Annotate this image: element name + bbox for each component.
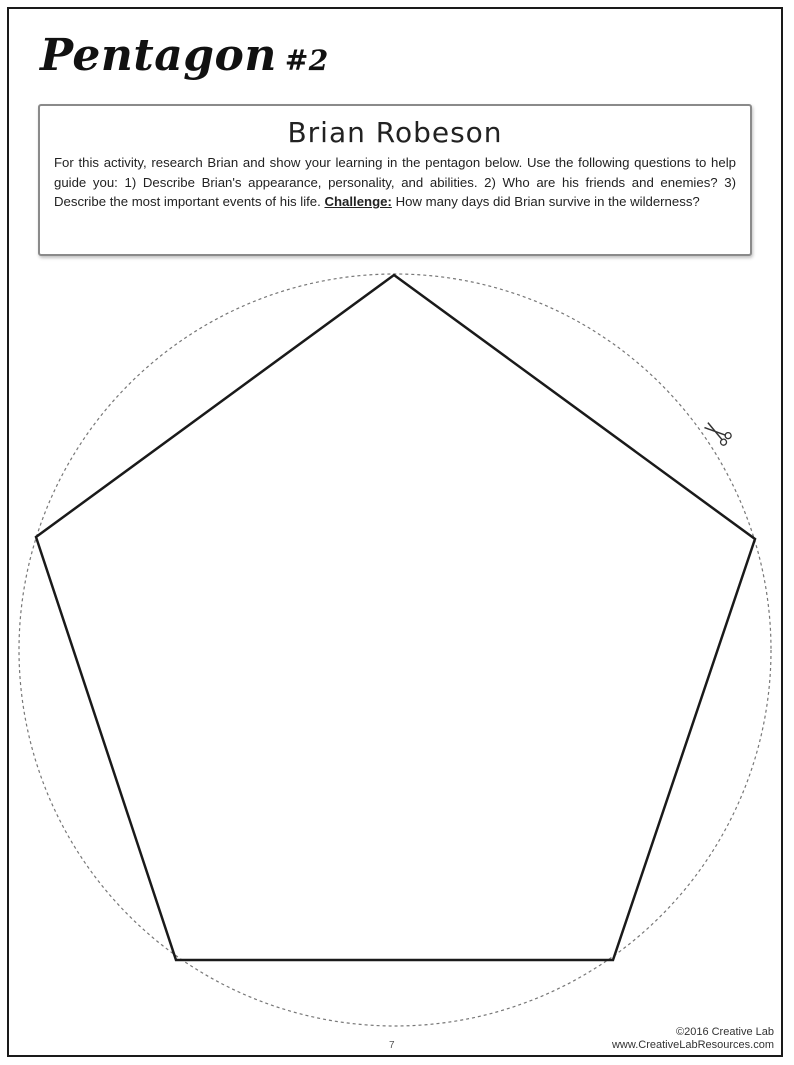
website-text: www.CreativeLabResources.com xyxy=(611,1039,774,1051)
footer xyxy=(612,1026,774,1052)
challenge-label: Challenge: xyxy=(324,194,392,209)
subject-name: Brian Robeson xyxy=(287,116,503,149)
instructions-body: For this activity, research Brian and show your learning in the pentagon below. Use the following questions to help guide you: 1) Describe Brian's appearance, personality, and abilities. 2) Who are his friends and enemies? 3) Describe the most important events of his life. xyxy=(54,155,736,209)
challenge-question: How many days did Brian survive in the wilderness? xyxy=(395,194,700,209)
title-number: #2 xyxy=(284,44,329,77)
title-text: Pentagon xyxy=(40,30,277,81)
cut-circle xyxy=(19,274,771,1026)
scissors-icon[interactable] xyxy=(702,419,732,446)
pentagon-outline xyxy=(36,275,755,960)
copyright-text: ©2016 Creative Lab xyxy=(675,1026,774,1038)
page-number: 7 xyxy=(389,1040,395,1051)
